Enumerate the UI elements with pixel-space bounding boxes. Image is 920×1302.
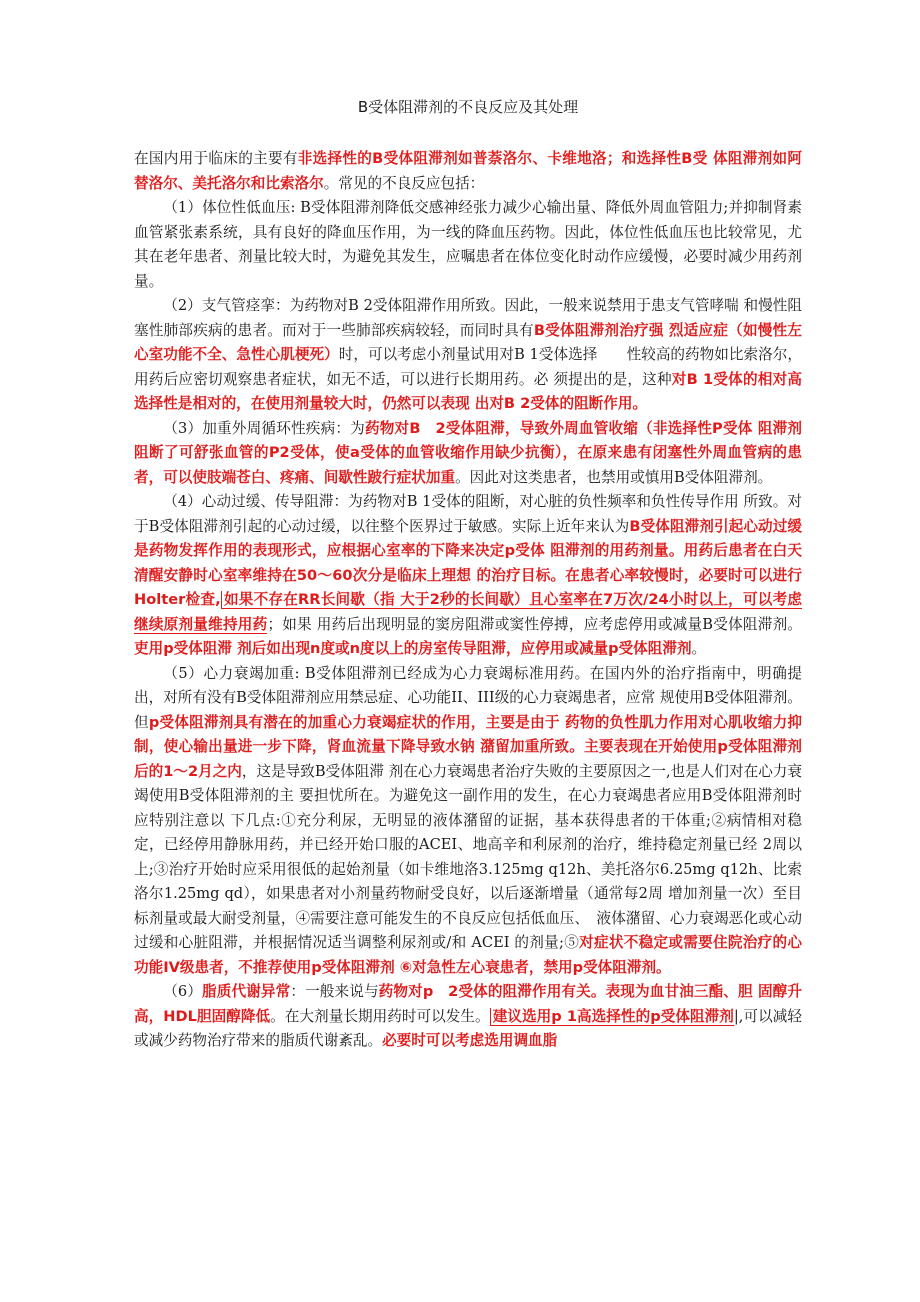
section-paragraph-1	[134, 196, 802, 294]
text-run: 。常见的不良反应包括：	[323, 174, 485, 192]
text-run: |,可以减轻或减少药物治疗带来的脂质代谢紊乱。	[134, 1007, 802, 1049]
text-run: ，这是导致B受体阻滞 剂在心力衰竭患者治疗失败的主要原因之一,也是人们对在心力衰竭使用B受体阻滞剂的主 要担忧所在。为避免这一副作用的发生，在心力衰竭患者应用B受体阻滞剂时应特别注意以 下几点:①充分利尿，无明显的液体潴留的证据，基本获得患者的干体重;②病情相对稳定，已经停用静脉用药，并已经开始口服的ACEI、地高辛和利尿剂的治疗，维持稳定剂量已经 2周以上;③治疗开始时应采用很低的起始剂量（如卡维地洛3.125mg q12h、美托洛尔6.25mg q12h、比索洛尔1.25mg qd），如果患者对小剂量药物耐受良好，以后逐渐增量（通常每2周 增加剂量一次）至目标剂量或最大耐受剂量，④需要注意可能发生的不良反应包括低血压、 液体潴留、心力衰竭恶化或心动过缓和心脏阻滞，并根据情况适当调整利尿剂或/和 ACEI 的剂量;⑤	[134, 762, 802, 951]
highlighted-text: 对B 1受体的相对高选择性是相对的，在使用剂量较大时，仍然可以表现 出对B 2受体的阻断作用。	[134, 370, 802, 412]
section-paragraph-5	[134, 662, 802, 981]
text-run: （2）支气管痉挛：为药物对B 2受体阻滞作用所致。因此，一般来说禁用于患支气管哮喘 和慢性阻塞性肺部疾病的患者。而对于一些肺部疾病较轻，而同时具有	[134, 297, 802, 339]
highlighted-text: 吏用p受体阻滞 剂后如出现n度或n度以上的房室传导阻滞，应停用或减量p受体阻滞剂	[134, 640, 692, 657]
text-run: 在国内用于临床的主要有	[134, 150, 298, 167]
text-run: ：一般来说与	[290, 983, 379, 1000]
section-paragraph-4	[134, 490, 802, 662]
highlighted-text: 药物对B 2受体阻滞，导致外周血管收缩（非选择性P受体 阻滞剂阻断了可舒张血管的P2受体，使a受体的血管收缩作用缺少抗衡），在原来患有闭塞性外周血管病的患者，可以使肢端苍白、疼痛、间歇性跛行症状加重	[134, 419, 802, 486]
text-run: （4）心动过缓、传导阻滞：为药物对B 1受体的阻断，对心脏的负性频率和负性传导作用 所致。对于B受体阻滞剂引起的心动过缓，以往整个医界过于敏感。实际上近年来认为	[134, 493, 802, 535]
text-run: 。	[691, 640, 707, 657]
highlighted-text: 非选择性的B受体阻滞剂如普萘洛尔、卡维地洛；和选择性B受 体阻滞剂如阿替洛尔、美托洛尔和比索洛尔	[134, 150, 802, 192]
text-run: （5）心力衰竭加重: B受体阻滞剂已经成为心力衰竭标准用药。在国内外的治疗指南中，明确提出，对所有没有B受体阻滞剂应用禁忌症、心功能II、III级的心力衰竭患者，应常 规使用B受体阻滞剂。但	[134, 664, 802, 731]
section-paragraph-6	[134, 980, 802, 1054]
text-run: （3）加重外周循环性疾病：为	[163, 419, 365, 437]
highlighted-text: p受体阻滞剂具有潜在的加重心力衰竭症状的作用，主要是由于 药物的负性肌力作用对心肌收缩力抑制，使心输出量进一步下降，肾血流量下降导致水钠 潴留加重所致。主要表现在开始使用p受体阻滞剂后的1〜2月之内	[134, 713, 802, 780]
highlighted-text: 脂质代谢异常	[202, 983, 291, 1000]
text-run: 。因此对这类患者，也禁用或慎用B受体阻滞剂。	[455, 468, 773, 486]
text-run: 。在大剂量长期用药时可以发生。	[270, 1007, 490, 1025]
highlighted-text: B受体阻滞剂治疗强 烈适应症（如慢性左心室功能不全、急性心肌梗死）	[134, 321, 802, 363]
text-run: （6）	[163, 983, 203, 1000]
highlighted-text: 建议选用p 1高选择性的p受体阻滞剂	[490, 1008, 734, 1026]
highlighted-text: 如果不存在RR长间歇（指 大于2秒的长间歇）且心室率在7万次/24小时以上，可以考虑继续原剂量维持用药	[134, 591, 803, 633]
text-run: ；如果 用药后出现明显的窦房阻滞或窦性停搏，应考虑停用或减量B受体阻滞剂。	[267, 615, 802, 633]
text-run: 时，可以考虑小剂量试用对B 1受体选择 性较高的药物如比索洛尔，用药后应密切观察患者症状，如无不适，可以进行长期用药。必 须提出的是，这种	[134, 346, 802, 388]
section-paragraph-2	[134, 294, 802, 417]
text-run: （1）体位性低血压: B受体阻滞剂降低交感神经张力减少心输出量、降低外周血管阻力;并抑制肾素血管紧张素系统，具有良好的降血压作用，为一线的降血压药物。因此，体位性低血压也比较常见，尤其在老年患者、剂量比较大时，为避免其发生，应嘱患者在体位变化时动作应缓慢，必要时减少用药剂量。	[134, 199, 802, 290]
section-paragraph-3	[134, 417, 802, 491]
highlighted-text: 药物对p 2受体的阻滞作用有关。表现为血甘油三酯、胆 固醇升高，HDL胆固醇降低	[134, 983, 802, 1025]
highlighted-text: 对症状不稳定或需要住院治疗的心功能IV级患者，不推荐使用p受体阻滞剂 ⑥对急性左心衰患者，禁用p受体阻滞剂。	[134, 934, 802, 976]
highlighted-text: 必要时可以考虑选用调血脂	[382, 1032, 558, 1049]
highlighted-text: B受体阻滞剂引起心动过缓是药物发挥作用的表现形式，应根据心室率的下降来决定p受体 阻滞剂的用药剂量。用药后患者在白天清醒安静时心室率维持在50〜60次分是临床上理想 的治疗目标。在患者心率较慢时，必要时可以进行Holter检査,	[134, 517, 802, 608]
document-body	[134, 147, 802, 1054]
document-title: B受体阻滞剂的不良反应及其处理	[357, 98, 579, 116]
intro-paragraph	[134, 147, 802, 196]
